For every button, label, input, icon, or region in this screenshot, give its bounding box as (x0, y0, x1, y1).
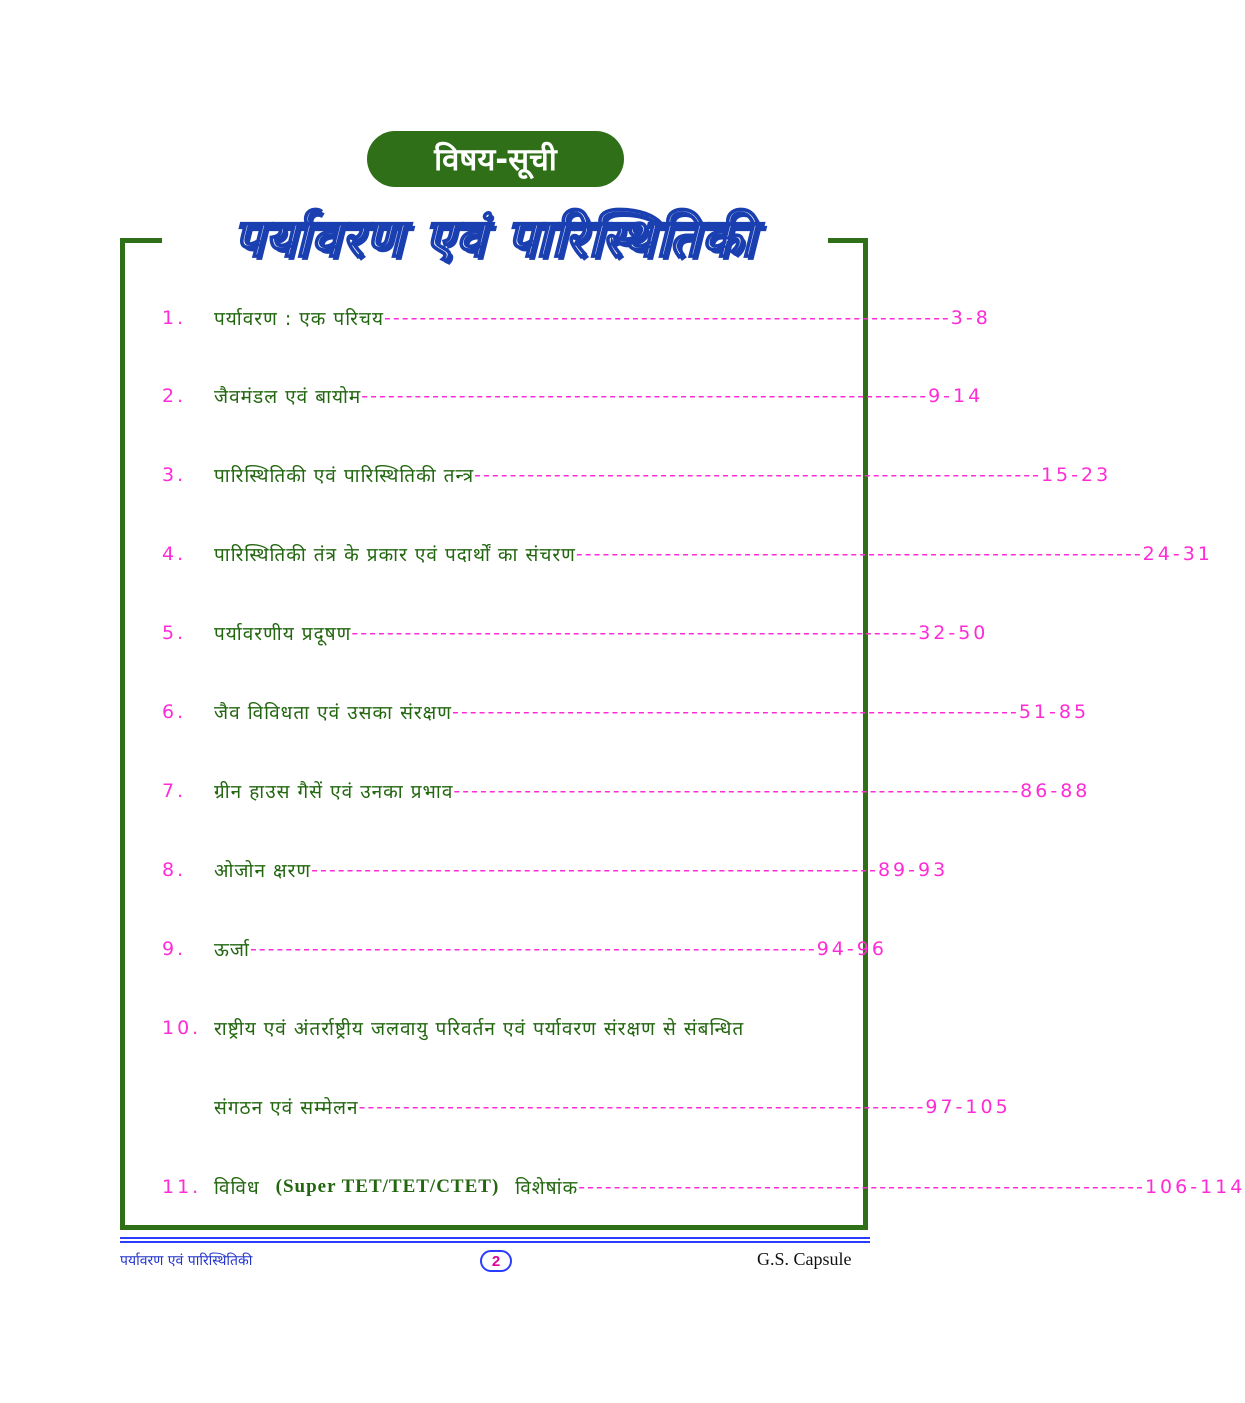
toc-number: 5. (162, 622, 187, 644)
toc-row[interactable] (162, 1008, 829, 1048)
toc-number: 7. (162, 780, 187, 802)
toc-leader: ---------------------------------------------------------------- (384, 307, 951, 329)
toc-number: 11. (162, 1176, 202, 1198)
footer-book-title: पर्यावरण एवं पारिस्थितिकी (120, 1253, 253, 1269)
toc-pages: 97-105 (925, 1096, 1011, 1118)
toc-pages: 3-8 (950, 307, 991, 329)
toc-title: जैवमंडल एवं बायोम (214, 386, 362, 408)
toc-title: पर्यावरणीय प्रदूषण (214, 623, 352, 645)
section-header (367, 131, 624, 187)
page-number: 2 (480, 1250, 512, 1272)
toc-pages: 89-93 (877, 859, 949, 881)
toc-title: विविध (214, 1177, 260, 1199)
toc-number: 9. (162, 938, 187, 960)
toc-title: पारिस्थितिकी तंत्र के प्रकार एवं पदार्थों का संचरण (214, 544, 576, 566)
toc-leader: ---------------------------------------------------------------- (453, 780, 1021, 802)
footer-rule (120, 1241, 870, 1243)
toc-row[interactable] (162, 771, 1091, 811)
toc-pages: 106-114 (1144, 1176, 1245, 1198)
toc-row[interactable] (162, 298, 991, 338)
toc-pages: 86-88 (1020, 780, 1091, 802)
toc-leader: ---------------------------------------------------------------- (452, 701, 1019, 723)
toc-pages: 9-14 (928, 385, 984, 407)
toc-title: राष्ट्रीय एवं अंतर्राष्ट्रीय जलवायु परिवर्तन एवं पर्यावरण संरक्षण से संबन्धित (214, 1018, 745, 1040)
toc-leader: ---------------------------------------------------------------- (351, 622, 919, 644)
toc-row[interactable] (162, 534, 1213, 574)
toc-leader: ---------------------------------------------------------------- (575, 543, 1143, 565)
toc-title: ऊर्जा (214, 939, 250, 961)
toc-row[interactable] (162, 1167, 1245, 1207)
toc-number: 10. (162, 1017, 202, 1039)
toc-title-suffix: विशेषांक (515, 1177, 579, 1199)
toc-pages: 24-31 (1142, 543, 1213, 565)
toc-number: 4. (162, 543, 187, 565)
toc-leader: ---------------------------------------------------------------- (311, 859, 878, 881)
toc-number: 6. (162, 701, 187, 723)
toc-pages: 32-50 (918, 622, 989, 644)
toc-number: 1. (162, 307, 187, 329)
toc-leader: ---------------------------------------------------------------- (361, 385, 929, 407)
toc-number: 2. (162, 385, 187, 407)
toc-title-en: (Super TET/TET/CTET) (275, 1176, 500, 1197)
toc-leader: ---------------------------------------------------------------- (358, 1096, 926, 1118)
section-header-label: विषय-सूची (434, 142, 557, 178)
book-title: पर्यावरण एवं पारिस्थितिकी (162, 200, 828, 272)
footer-rule (120, 1237, 870, 1239)
toc-title: संगठन एवं सम्मेलन (214, 1097, 359, 1119)
toc-number: 8. (162, 859, 187, 881)
toc-title: ग्रीन हाउस गैसें एवं उनका प्रभाव (214, 781, 454, 803)
toc-pages: 51-85 (1018, 701, 1090, 723)
footer-series: G.S. Capsule (757, 1249, 852, 1269)
frame-top-right (828, 238, 868, 243)
toc-leader: ---------------------------------------------------------------- (578, 1176, 1145, 1198)
toc-row[interactable] (162, 692, 1090, 732)
toc-row[interactable] (162, 455, 1112, 495)
frame-top-left (120, 238, 162, 243)
toc-leader: ---------------------------------------------------------------- (249, 938, 817, 960)
toc-leader: ---------------------------------------------------------------- (474, 464, 1041, 486)
toc-row[interactable] (162, 850, 949, 890)
toc-row[interactable] (162, 376, 984, 416)
toc-row[interactable] (162, 929, 887, 969)
toc-title: पारिस्थितिकी एवं पारिस्थितिकी तन्त्र (214, 465, 475, 487)
toc-pages: 94-96 (816, 938, 887, 960)
toc-row[interactable] (162, 613, 989, 653)
toc-title: जैव विविधता एवं उसका संरक्षण (214, 702, 453, 724)
toc-title: ओजोन क्षरण (214, 860, 312, 882)
toc-row[interactable] (162, 1087, 1011, 1127)
toc-number: 3. (162, 464, 187, 486)
toc-pages: 15-23 (1040, 464, 1112, 486)
toc-title: पर्यावरण : एक परिचय (214, 308, 384, 330)
